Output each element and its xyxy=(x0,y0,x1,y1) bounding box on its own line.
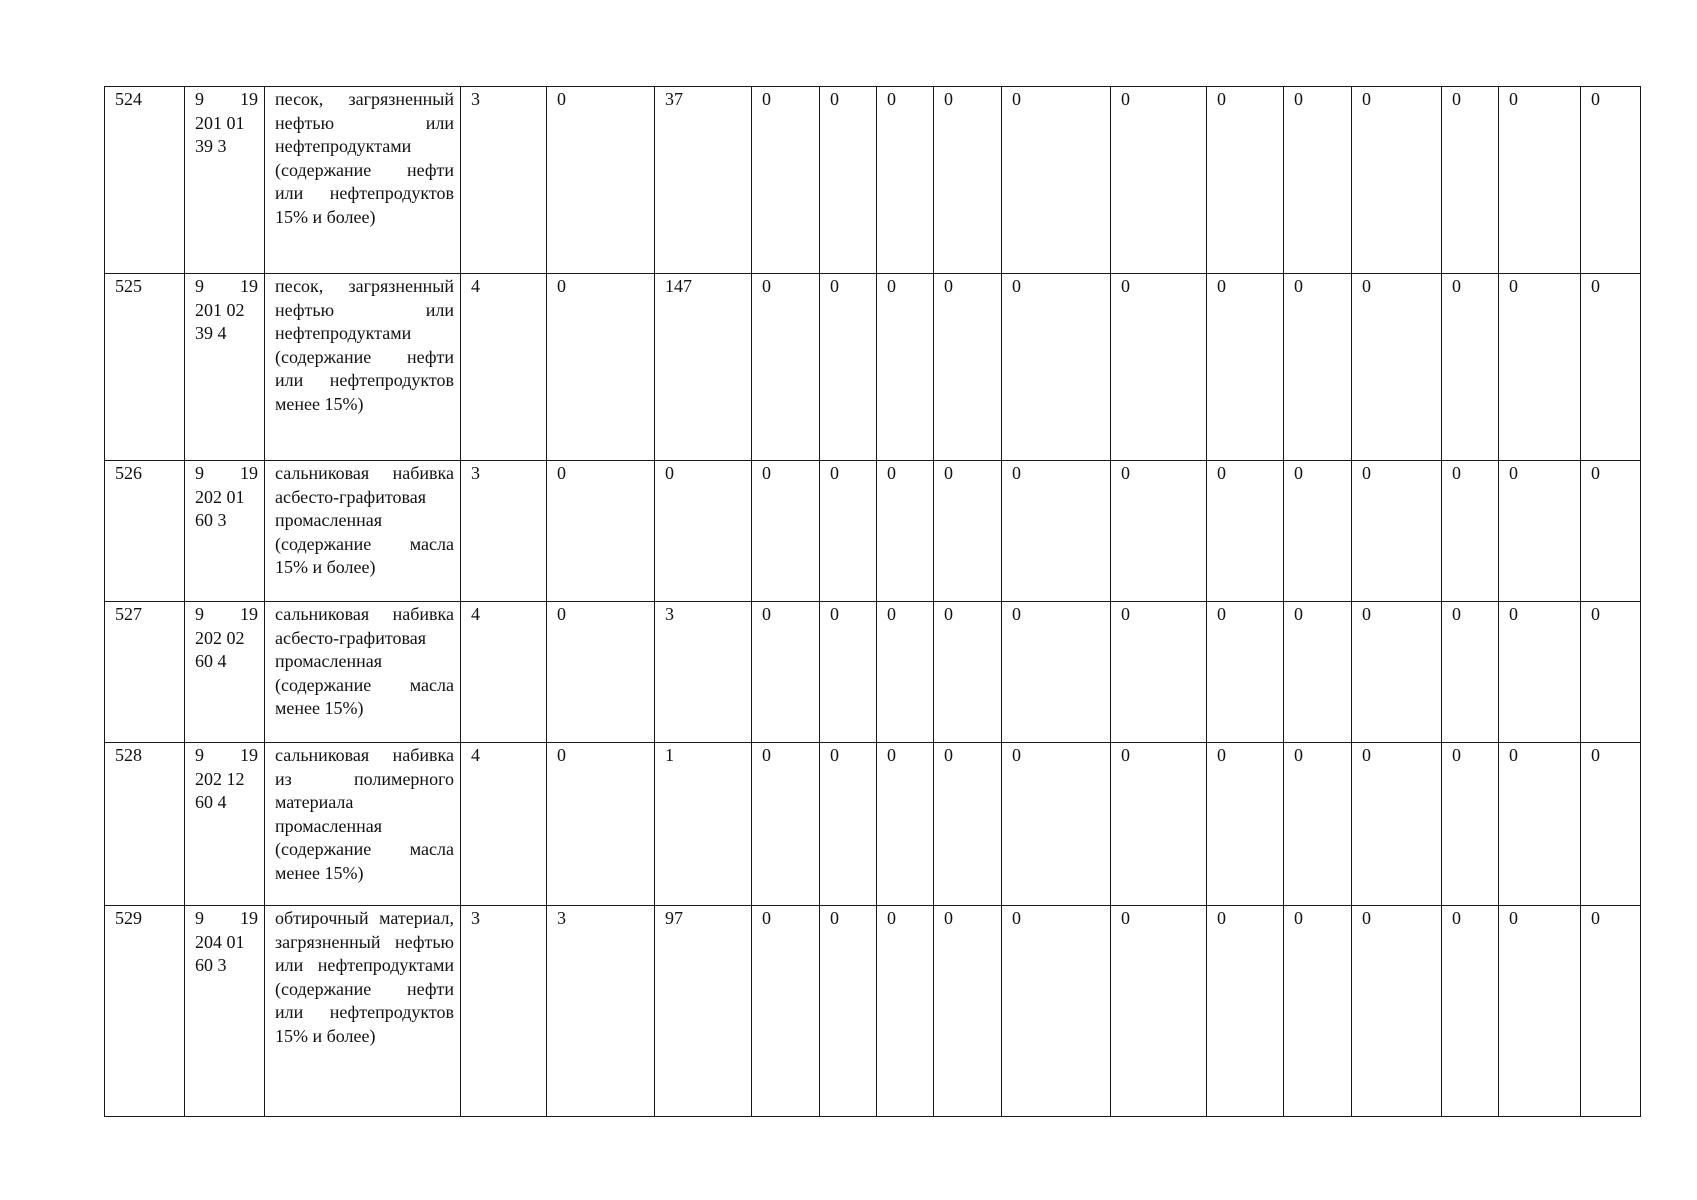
value-cell: 0 xyxy=(1581,461,1641,602)
value-cell: 3 xyxy=(547,906,655,1117)
value-cell: 0 xyxy=(1442,906,1499,1117)
value-cell: 0 xyxy=(1352,602,1442,743)
waste-code-line: 201 01 xyxy=(195,112,245,133)
value-cell: 0 xyxy=(1002,87,1111,274)
value-cell: 0 xyxy=(1581,906,1641,1117)
waste-code-cell xyxy=(185,743,265,906)
value-cell: 97 xyxy=(655,906,752,1117)
waste-code-line: 202 02 xyxy=(195,627,245,648)
value-cell: 0 xyxy=(752,602,820,743)
value-cell: 0 xyxy=(934,602,1002,743)
value-cell: 0 xyxy=(1002,602,1111,743)
waste-code-part: 19 xyxy=(240,463,258,483)
value-cell: 0 xyxy=(547,743,655,906)
value-cell: 0 xyxy=(1111,274,1207,461)
value-cell: 0 xyxy=(1207,743,1284,906)
value-cell: 0 xyxy=(1499,461,1581,602)
waste-code-cell xyxy=(185,602,265,743)
waste-code-part: 9 xyxy=(195,276,204,296)
waste-code-part: 19 xyxy=(240,908,258,928)
value-cell: 3 xyxy=(461,461,547,602)
waste-code-part: 19 xyxy=(240,604,258,624)
value-cell: 0 xyxy=(1207,602,1284,743)
waste-code-line: 204 01 xyxy=(195,931,245,952)
value-cell: 0 xyxy=(934,906,1002,1117)
waste-name-cell: сальниковая набивка асбесто-графитовая промасленная (содержание масла менее 15%) xyxy=(265,602,461,743)
waste-code-part: 19 xyxy=(240,276,258,296)
value-cell: 0 xyxy=(1111,906,1207,1117)
value-cell: 0 xyxy=(820,87,877,274)
value-cell: 0 xyxy=(1284,461,1352,602)
waste-code-part: 9 xyxy=(195,89,204,109)
value-cell: 147 xyxy=(655,274,752,461)
value-cell: 0 xyxy=(1442,602,1499,743)
row-number-cell: 525 xyxy=(105,274,185,461)
value-cell: 0 xyxy=(1284,743,1352,906)
value-cell: 0 xyxy=(877,743,934,906)
waste-code-cell xyxy=(185,461,265,602)
value-cell: 0 xyxy=(820,461,877,602)
waste-name-cell: сальниковая набивка из полимерного материала промасленная (содержание масла менее 15%) xyxy=(265,743,461,906)
value-cell: 0 xyxy=(752,906,820,1117)
value-cell: 0 xyxy=(1581,87,1641,274)
waste-name-cell: песок, загрязненный нефтью или нефтепродуктами (содержание нефти или нефтепродуктов менее 15%) xyxy=(265,274,461,461)
waste-code-line xyxy=(195,275,258,299)
row-number-cell: 529 xyxy=(105,906,185,1117)
value-cell: 0 xyxy=(1111,461,1207,602)
value-cell: 0 xyxy=(820,906,877,1117)
waste-code-line: 39 3 xyxy=(195,136,227,156)
value-cell: 0 xyxy=(1352,274,1442,461)
value-cell: 0 xyxy=(877,602,934,743)
waste-code-line: 202 12 xyxy=(195,768,245,789)
table-row xyxy=(105,602,1641,743)
value-cell: 3 xyxy=(461,87,547,274)
value-cell: 0 xyxy=(1499,602,1581,743)
table-body xyxy=(105,87,1641,1117)
value-cell: 0 xyxy=(1207,461,1284,602)
value-cell: 0 xyxy=(1581,743,1641,906)
value-cell: 0 xyxy=(1499,743,1581,906)
value-cell: 0 xyxy=(1111,87,1207,274)
value-cell: 0 xyxy=(547,461,655,602)
value-cell: 0 xyxy=(934,743,1002,906)
value-cell: 0 xyxy=(877,87,934,274)
waste-code-line: 60 3 xyxy=(195,510,227,530)
waste-code-line xyxy=(195,462,258,486)
table-row xyxy=(105,743,1641,906)
waste-code-line: 201 02 xyxy=(195,299,245,320)
value-cell: 3 xyxy=(655,602,752,743)
waste-code-part: 9 xyxy=(195,604,204,624)
waste-code-line xyxy=(195,88,258,112)
waste-code-part: 19 xyxy=(240,89,258,109)
value-cell: 0 xyxy=(1284,602,1352,743)
value-cell: 0 xyxy=(752,87,820,274)
waste-code-part: 19 xyxy=(240,745,258,765)
value-cell: 0 xyxy=(1442,743,1499,906)
value-cell: 0 xyxy=(547,602,655,743)
value-cell: 0 xyxy=(820,602,877,743)
waste-code-line xyxy=(195,744,258,768)
value-cell: 0 xyxy=(1352,906,1442,1117)
value-cell: 0 xyxy=(1207,274,1284,461)
table-row xyxy=(105,87,1641,274)
waste-name-cell: песок, загрязненный нефтью или нефтепродуктами (содержание нефти или нефтепродуктов 15% и более) xyxy=(265,87,461,274)
value-cell: 0 xyxy=(877,906,934,1117)
waste-code-line: 60 4 xyxy=(195,651,227,671)
value-cell: 0 xyxy=(547,274,655,461)
value-cell: 0 xyxy=(1352,743,1442,906)
value-cell: 0 xyxy=(1111,743,1207,906)
row-number-cell: 524 xyxy=(105,87,185,274)
waste-code-cell xyxy=(185,906,265,1117)
waste-code-cell xyxy=(185,87,265,274)
value-cell: 0 xyxy=(934,87,1002,274)
value-cell: 1 xyxy=(655,743,752,906)
waste-code-line: 60 3 xyxy=(195,955,227,975)
value-cell: 0 xyxy=(547,87,655,274)
value-cell: 4 xyxy=(461,602,547,743)
value-cell: 0 xyxy=(1207,87,1284,274)
value-cell: 0 xyxy=(1581,274,1641,461)
value-cell: 0 xyxy=(1352,461,1442,602)
value-cell: 0 xyxy=(1499,87,1581,274)
value-cell: 0 xyxy=(1111,602,1207,743)
value-cell: 0 xyxy=(1002,906,1111,1117)
row-number-cell: 527 xyxy=(105,602,185,743)
value-cell: 0 xyxy=(1499,906,1581,1117)
value-cell: 0 xyxy=(877,461,934,602)
waste-code-line xyxy=(195,907,258,931)
value-cell: 0 xyxy=(1442,274,1499,461)
value-cell: 0 xyxy=(1442,87,1499,274)
waste-code-line: 202 01 xyxy=(195,486,245,507)
value-cell: 0 xyxy=(1002,274,1111,461)
waste-code-part: 9 xyxy=(195,745,204,765)
waste-table xyxy=(104,86,1641,1117)
value-cell: 0 xyxy=(1352,87,1442,274)
value-cell: 0 xyxy=(655,461,752,602)
waste-code-line: 39 4 xyxy=(195,323,227,343)
row-number-cell: 526 xyxy=(105,461,185,602)
value-cell: 0 xyxy=(752,274,820,461)
value-cell: 0 xyxy=(820,274,877,461)
table-row xyxy=(105,906,1641,1117)
waste-code-line xyxy=(195,603,258,627)
value-cell: 0 xyxy=(1284,274,1352,461)
waste-code-line: 60 4 xyxy=(195,792,227,812)
waste-code-part: 9 xyxy=(195,908,204,928)
value-cell: 0 xyxy=(820,743,877,906)
table-row xyxy=(105,274,1641,461)
value-cell: 0 xyxy=(934,274,1002,461)
value-cell: 0 xyxy=(752,461,820,602)
value-cell: 0 xyxy=(934,461,1002,602)
value-cell: 0 xyxy=(752,743,820,906)
value-cell: 0 xyxy=(1499,274,1581,461)
value-cell: 0 xyxy=(1207,906,1284,1117)
value-cell: 0 xyxy=(1581,602,1641,743)
value-cell: 0 xyxy=(1002,461,1111,602)
value-cell: 0 xyxy=(1442,461,1499,602)
waste-name-cell: сальниковая набивка асбесто-графитовая промасленная (содержание масла 15% и более) xyxy=(265,461,461,602)
waste-code-part: 9 xyxy=(195,463,204,483)
value-cell: 0 xyxy=(1284,87,1352,274)
waste-name-cell: обтирочный материал, загрязненный нефтью или нефтепродуктами (содержание нефти или нефтепродуктов 15% и более) xyxy=(265,906,461,1117)
waste-code-cell xyxy=(185,274,265,461)
value-cell: 0 xyxy=(1284,906,1352,1117)
table-row xyxy=(105,461,1641,602)
value-cell: 0 xyxy=(1002,743,1111,906)
value-cell: 3 xyxy=(461,906,547,1117)
row-number-cell: 528 xyxy=(105,743,185,906)
value-cell: 4 xyxy=(461,274,547,461)
value-cell: 37 xyxy=(655,87,752,274)
value-cell: 4 xyxy=(461,743,547,906)
value-cell: 0 xyxy=(877,274,934,461)
